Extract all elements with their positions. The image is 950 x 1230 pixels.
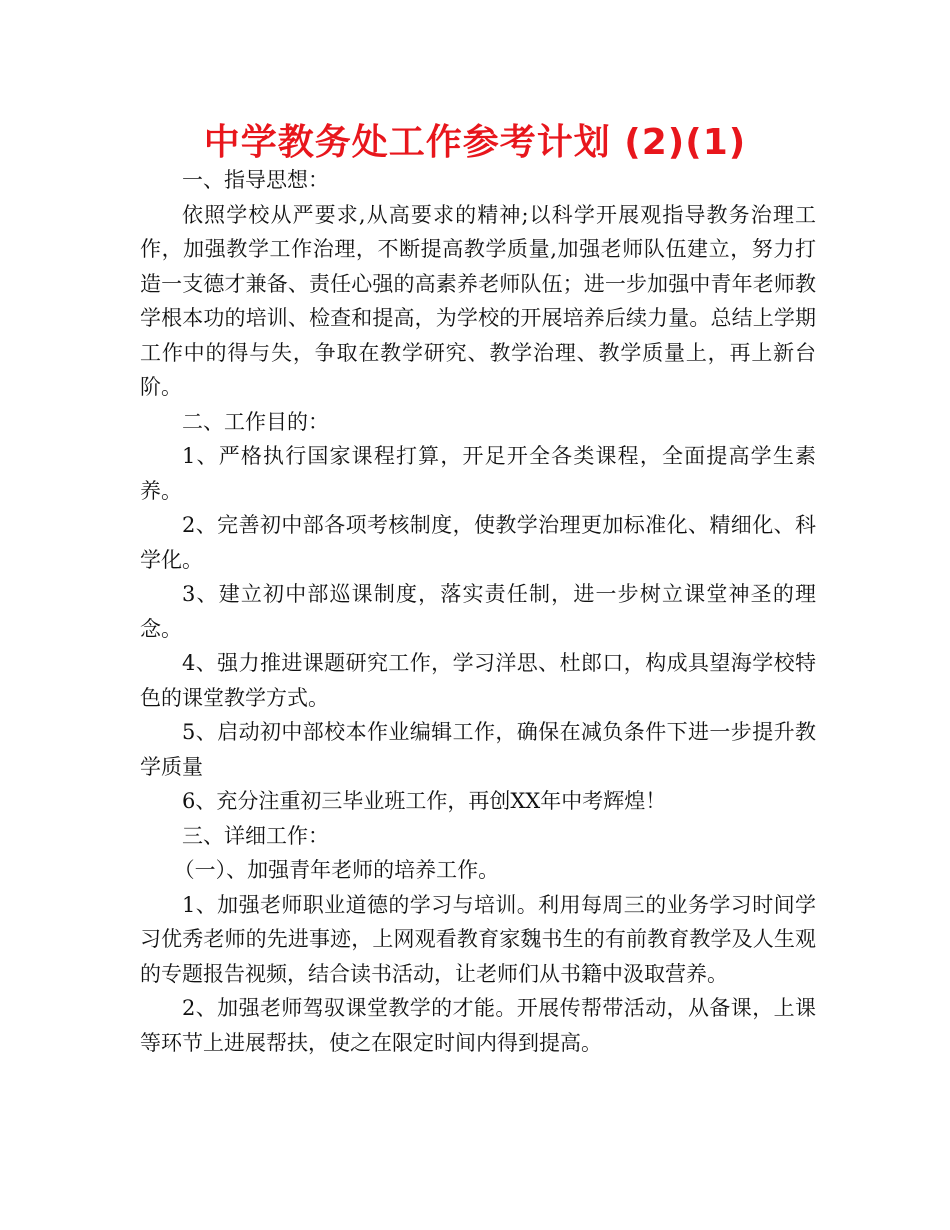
subheading-young-teacher-training: （一）、加强青年老师的培养工作。 bbox=[173, 858, 500, 882]
goal-item-3: 3、建立初中部巡课制度，落实责任制，进一步树立课堂神圣的理念。 bbox=[140, 582, 816, 641]
paragraph-guiding-ideology: 依照学校从严要求,从高要求的精神;以科学开展观指导教务治理工作，加强教学工作治理，不断提高教学质量,加强老师队伍建立，努力打造一支德才兼备、责任心强的高素养老师队伍；进一步加强中青年老师教学根本功的培训、检查和提高，为学校的开展培养后续力量。总结上学期工作中的得与失，争取在教学研究、教学治理、教学质量上，再上新台阶。 bbox=[140, 202, 816, 399]
document-title: 中学教务处工作参考计划 (2)(1) bbox=[203, 122, 747, 163]
document-body bbox=[140, 163, 816, 1060]
goal-item-6: 6、充分注重初三毕业班工作，再创XX年中考辉煌！ bbox=[182, 789, 667, 813]
heading-detailed-work: 三、详细工作： bbox=[182, 823, 329, 848]
heading-guiding-ideology: 一、指导思想： bbox=[182, 168, 329, 192]
work-item-1: 1、加强老师职业道德的学习与培训。利用每周三的业务学习时间学习优秀老师的先进事迹，上网观看教育家魏书生的有前教育教学及人生观的专题报告视频，结合读书活动，让老师们从书籍中汲取营养。 bbox=[140, 892, 816, 986]
work-item-2: 2、加强老师驾驭课堂教学的才能。开展传帮带活动，从备课，上课等环节上进展帮扶，使之在限定时间内得到提高。 bbox=[140, 996, 816, 1055]
goal-item-5: 5、启动初中部校本作业编辑工作，确保在减负条件下进一步提升教学质量 bbox=[140, 720, 816, 779]
goal-item-1: 1、严格执行国家课程打算，开足开全各类课程，全面提高学生素养。 bbox=[140, 444, 816, 503]
goal-item-2: 2、完善初中部各项考核制度，使教学治理更加标准化、精细化、科学化。 bbox=[140, 513, 816, 572]
heading-work-goals: 二、工作目的： bbox=[182, 409, 329, 434]
goal-item-4: 4、强力推进课题研究工作，学习洋思、杜郎口，构成具望海学校特色的课堂教学方式。 bbox=[140, 651, 816, 710]
